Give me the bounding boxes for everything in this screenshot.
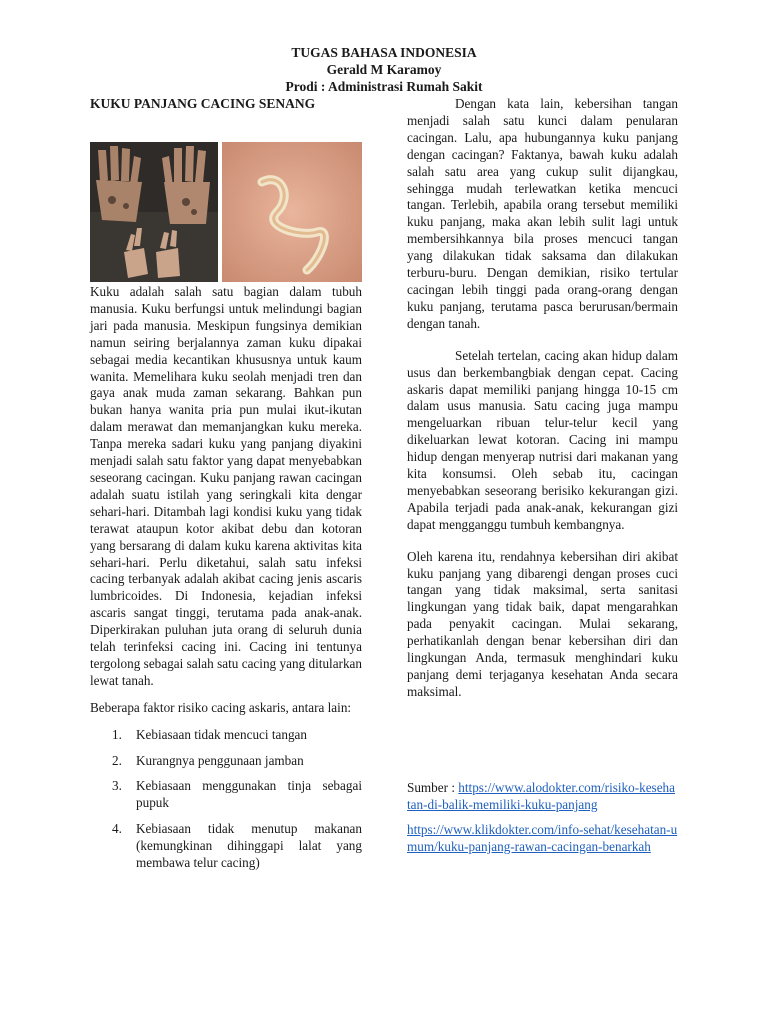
risk-factor-list xyxy=(90,727,362,872)
list-item-text: Kebiasaan tidak mencuci tangan xyxy=(136,726,307,742)
list-item-text: Kebiasaan menggunakan tinja sebagai pupuk xyxy=(136,778,362,811)
header-author-name: Gerald M Karamoy xyxy=(326,62,442,77)
list-item-number: 1. xyxy=(112,726,122,742)
list-item xyxy=(90,753,362,770)
list-item-text: Kurangnya penggunaan jamban xyxy=(136,752,304,768)
list-item-number: 3. xyxy=(112,778,122,794)
list-item xyxy=(90,821,362,872)
list-item xyxy=(90,778,362,812)
sources-section xyxy=(407,780,678,856)
source-1 xyxy=(407,780,678,814)
article-title: KUKU PANJANG CACING SENANG xyxy=(90,96,316,111)
source-2 xyxy=(407,822,678,856)
article-photo xyxy=(90,142,362,282)
skin-worm-photo xyxy=(222,142,362,282)
document-header xyxy=(0,44,768,95)
left-column xyxy=(90,96,362,881)
dirty-hands-photo xyxy=(90,142,218,282)
list-item-number: 4. xyxy=(112,821,122,837)
right-paragraph-3: Oleh karena itu, rendahnya kebersihan diri akibat kuku panjang yang dibarengi dengan proses cuci tangan yang tidak maksimal, serta sanitasi lingkungan yang tidak baik, dapat mengarahkan pada penyakit cacingan. Mulai sekarang, perhatikanlah dengan benar kebersihan diri dan lingkungan Anda, termasuk menghindari kuku panjang demi terjaganya kesehatan Anda secara maksimal. xyxy=(407,548,678,699)
source-link-alodokter[interactable]: https://www.alodokter.com/risiko-kesehatan-di-balik-memiliki-kuku-panjang xyxy=(407,780,675,812)
header-course-title: TUGAS BAHASA INDONESIA xyxy=(291,45,477,60)
source-link-klikdokter[interactable]: https://www.klikdokter.com/info-sehat/kesehatan-umum/kuku-panjang-rawan-cacingan-benarkah xyxy=(407,821,678,854)
sources-label: Sumber : xyxy=(407,780,459,795)
list-item-text: Kebiasaan tidak menutup makanan (kemungkinan dihinggapi lalat yang membawa telur cacing) xyxy=(136,821,362,871)
right-paragraph-2: Setelah tertelan, cacing akan hidup dalam usus dan berkembangbiak dengan cepat. Cacing askaris dapat memiliki panjang hingga 10-15 cm dalam usus manusia. Satu cacing juga mampu mengeluarkan ribuan telur-telur kecil yang dikeluarkan lewat kotoran. Cacing ini mampu hidup dengan menyerap nutrisi dari makanan yang kita konsumsi. Oleh sebab itu, cacingan menyebabkan seseorang berisiko kekurangan gizi. Apabila terjadi pada anak-anak, kekurangan gizi dapat mengganggu tumbuh kembangnya. xyxy=(407,347,678,532)
left-paragraph-2: Beberapa faktor risiko cacing askaris, antara lain: xyxy=(90,699,352,715)
right-column xyxy=(407,96,678,701)
header-study-program: Prodi : Administrasi Rumah Sakit xyxy=(285,79,483,94)
list-item xyxy=(90,727,362,744)
right-paragraph-1: Dengan kata lain, kebersihan tangan menjadi salah satu kunci dalam penularan cacingan. Lalu, apa hubungannya kuku panjang dengan cacingan? Faktanya, bawah kuku adalah salah satu area yang cukup sulit dijangkau, sehingga mudah terlewatkan ketika mencuci tangan. Terlebih, apabila orang tersebut memiliki kuku panjang, maka akan lebih sulit lagi untuk membersihkannya bila proses mencuci tangan yang dilakukan tidak saksama dan dilakukan terburu-buru. Dengan demikian, risiko tertular cacingan lebih tinggi pada orang-orang dengan kuku panjang, terutama pasca berurusan/bermain dengan tanah. xyxy=(407,96,678,331)
left-paragraph-1: Kuku adalah salah satu bagian dalam tubuh manusia. Kuku berfungsi untuk melindungi bagian jari pada manusia. Meskipun fungsinya demikian namun seiring berjalannya zaman kuku dipakai sebagai media kecantikan khususnya untuk kaum wanita. Memelihara kuku seolah menjadi tren dan gaya anak muda zaman sekarang. Bahkan pun bukan hanya wanita pria pun mulai ikut-ikutan dalam merawat dan memanjangkan kuku mereka. Tanpa mereka sadari kuku yang panjang diyakini menjadi salah satu faktor yang dapat menyebabkan seseorang cacingan. Kuku panjang rawan cacingan adalah suatu istilah yang seringkali kita dengar sehari-hari. Ditambah lagi kondisi kuku yang tidak terawat ataupun kotor akibat debu dan kotoran yang bersarang di dalam kuku karena aktivitas kita sehari-hari. Perlu diketahui, salah satu infeksi cacing terbanyak adalah akibat cacing jenis ascaris lumbricoides. Di Indonesia, kejadian infeksi ascaris sangat tinggi, terutama pada anak-anak. Diperkirakan puluhan juta orang di seluruh dunia telah terinfeksi cacing ini. Cacing ini tentunya tergolong sebagai salah satu cacing yang ditularkan lewat tanah. xyxy=(90,284,362,688)
list-item-number: 2. xyxy=(112,752,122,768)
